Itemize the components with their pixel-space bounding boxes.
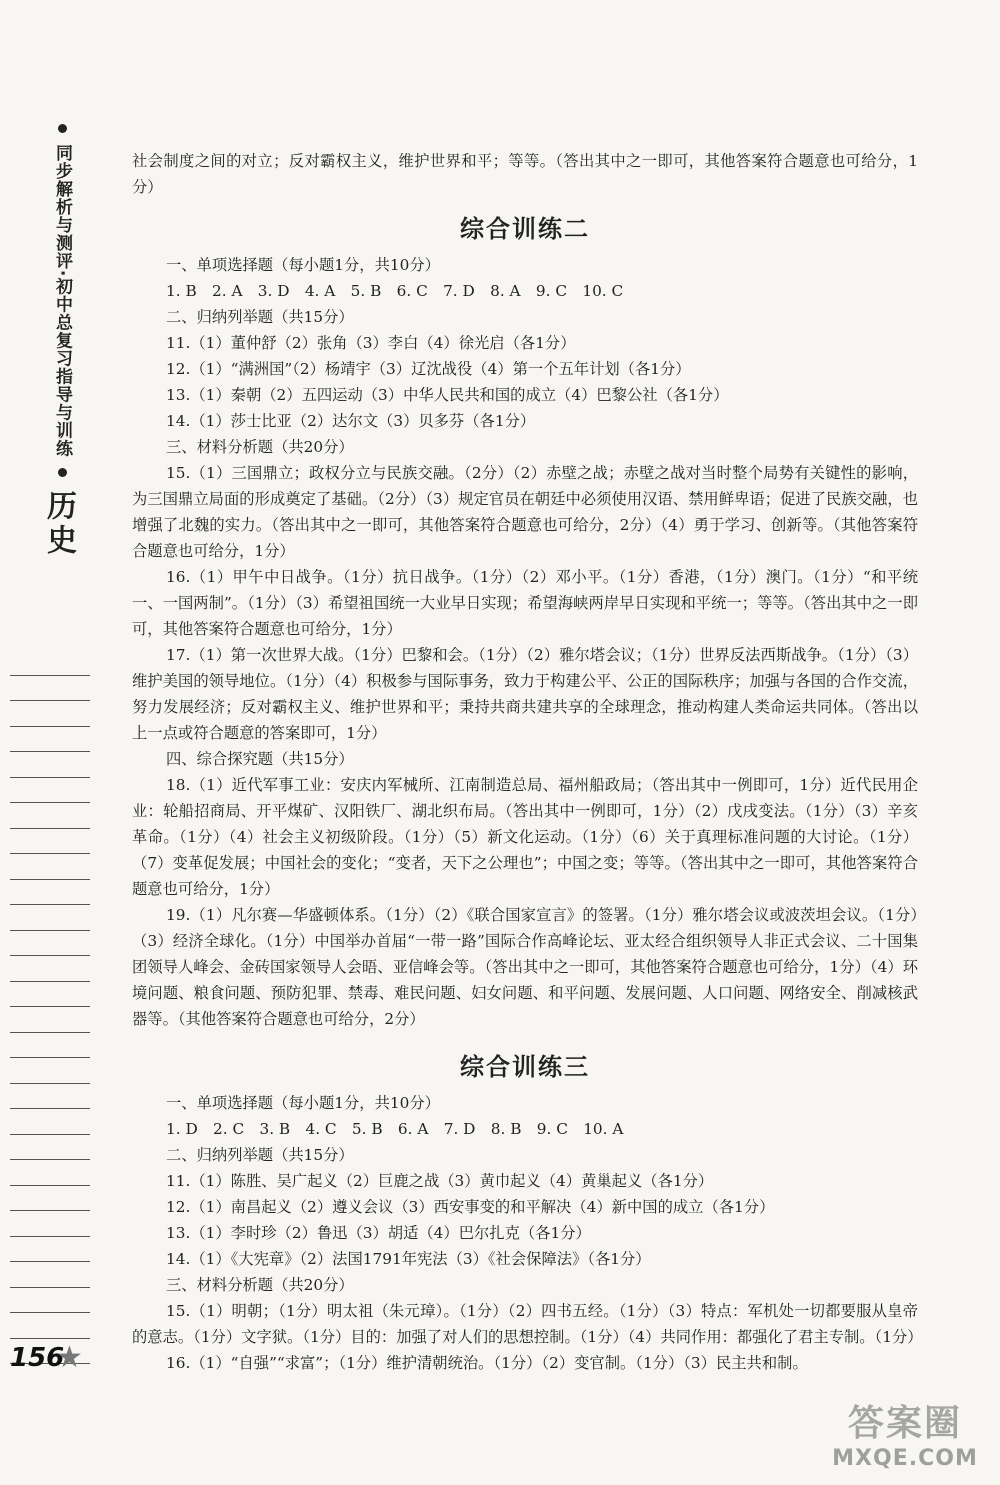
section-body-3	[132, 1090, 923, 1376]
series-spine	[48, 120, 76, 481]
note-line	[10, 854, 90, 880]
answer-line: 12.（1）南昌起义（2）遵义会议（3）西安事变的和平解决（4）新中国的成立（各1分）	[166, 1198, 775, 1216]
note-line	[10, 1084, 90, 1110]
note-line	[10, 1288, 90, 1314]
note-line	[10, 1160, 90, 1186]
star-icon: ★	[56, 1340, 83, 1375]
note-line	[10, 956, 90, 982]
intro-paragraph: 社会制度之间的对立；反对霸权主义，维护世界和平；等等。（答出其中之一即可，其他答案符合题意也可给分，1分）	[132, 152, 918, 196]
answer-line: 14.（1）《大宪章》（2）法国1791年宪法（3）《社会保障法》（各1分）	[166, 1250, 651, 1268]
note-line	[10, 1211, 90, 1237]
note-line	[10, 676, 90, 702]
note-line	[10, 778, 90, 804]
note-line	[10, 931, 90, 957]
bullet-dot-icon	[58, 124, 67, 133]
answer-line: 三、材料分析题（共20分）	[166, 438, 354, 456]
subject-label: 历史	[41, 490, 76, 558]
answer-line: 12.（1）“满洲国”（2）杨靖宇（3）辽沈战役（4）第一个五年计划（各1分）	[166, 360, 691, 378]
note-line	[10, 1237, 90, 1263]
answer-line: 18.（1）近代军事工业：安庆内军械所、江南制造总局、福州船政局；（答出其中一例即可，1分）近代民用企业：轮船招商局、开平煤矿、汉阳铁厂、湖北织布局。（答出其中一例即可，1分）（2）戊戌变法。（1分）（3）辛亥革命。（1分）（4）社会主义初级阶段。（1分）（5）新文化运动。（1分）（6）关于真理标准问题的大讨论。（1分）（7）变革促发展；中国社会的变化；“变者，天下之公理也”；中国之变；等等。（答出其中之一即可，其他答案符合题意也可给分，1分）	[132, 776, 918, 898]
note-line	[10, 982, 90, 1008]
answer-line: 15.（1）明朝；（1分）明太祖（朱元璋）。（1分）（2）四书五经。（1分）（3）特点：军机处一切都要服从皇帝的意志。（1分）文字狱。（1分）目的：加强了对人们的思想控制。（1分）（4）共同作用：都强化了君主专制。（1分）	[132, 1302, 923, 1346]
note-line	[10, 803, 90, 829]
answer-line: 19.（1）凡尔赛—华盛顿体系。（1分）（2）《联合国家宣言》的签署。（1分）雅尔塔会议或波茨坦会议。（1分）（3）经济全球化。（1分）中国举办首届“一带一路”国际合作高峰论坛、亚太经合组织领导人非正式会议、二十国集团领导人峰会、金砖国家领导人会晤、亚信峰会等。（答出其中之一即可，其他答案符合题意也可给分，1分）（4）环境问题、粮食问题、预防犯罪、禁毒、难民问题、妇女问题、和平问题、发展问题、人口问题、网络安全、削减核武器等。（其他答案符合题意也可给分，2分）	[132, 906, 918, 1028]
note-line	[10, 1186, 90, 1212]
series-title: 同步解析与测评·初中总复习指导与训练	[52, 143, 72, 458]
section-title-2: 综合训练二	[460, 214, 590, 243]
answer-line: 二、归纳列举题（共15分）	[166, 1146, 354, 1164]
answer-line: 1. B 2. A 3. D 4. A 5. B 6. C 7. D 8. A 9. C 10. C	[166, 282, 624, 300]
note-line	[10, 650, 90, 676]
answer-line: 16.（1）“自强”“求富”；（1分）维护清朝统治。（1分）（2）变官制。（1分）（3）民主共和制。	[166, 1354, 808, 1372]
page-number: 156	[10, 1343, 65, 1373]
note-line	[10, 727, 90, 753]
note-line	[10, 752, 90, 778]
watermark-url: MXQE.COM	[832, 1446, 978, 1471]
note-line	[10, 1135, 90, 1161]
note-line	[10, 701, 90, 727]
note-line	[10, 1109, 90, 1135]
answer-line: 1. D 2. C 3. B 4. C 5. B 6. A 7. D 8. B 9. C 10. A	[166, 1120, 624, 1138]
answer-line: 16.（1）甲午中日战争。（1分）抗日战争。（1分）（2）邓小平。（1分）香港，（1分）澳门。（1分）“和平统一、一国两制”。（1分）（3）希望祖国统一大业早日实现；希望海峡两岸早日实现和平统一；等等。（答出其中之一即可，其他答案符合题意也可给分，1分）	[132, 568, 918, 638]
answer-line: 11.（1）陈胜、吴广起义（2）巨鹿之战（3）黄巾起义（4）黄巢起义（各1分）	[166, 1172, 714, 1190]
note-line	[10, 1033, 90, 1059]
watermark-logo: 答案圈	[847, 1403, 962, 1444]
answer-line: 13.（1）秦朝（2）五四运动（3）中华人民共和国的成立（4）巴黎公社（各1分）	[166, 386, 729, 404]
answer-content	[132, 148, 923, 1376]
notes-lines	[10, 650, 90, 1364]
answer-line: 一、单项选择题（每小题1分，共10分）	[166, 256, 440, 274]
answer-line: 13.（1）李时珍（2）鲁迅（3）胡适（4）巴尔扎克（各1分）	[166, 1224, 591, 1242]
section-title-3: 综合训练三	[460, 1052, 590, 1081]
answer-line: 四、综合探究题（共15分）	[166, 750, 354, 768]
note-line	[10, 1058, 90, 1084]
bullet-dot-icon	[58, 468, 67, 477]
note-line	[10, 1313, 90, 1339]
section-body-2	[132, 252, 918, 1032]
note-line	[10, 1007, 90, 1033]
answer-line: 11.（1）董仲舒（2）张角（3）李白（4）徐光启（各1分）	[166, 334, 576, 352]
watermark	[830, 1395, 980, 1471]
answer-line: 三、材料分析题（共20分）	[166, 1276, 354, 1294]
note-line	[10, 880, 90, 906]
note-line	[10, 1262, 90, 1288]
answer-line: 14.（1）莎士比亚（2）达尔文（3）贝多芬（各1分）	[166, 412, 536, 430]
answer-line: 17.（1）第一次世界大战。（1分）巴黎和会。（1分）（2）雅尔塔会议；（1分）世界反法西斯战争。（1分）（3）维护美国的领导地位。（1分）（4）积极参与国际事务，致力于构建公平、公正的国际秩序；加强与各国的合作交流，努力发展经济；反对霸权主义、维护世界和平；秉持共商共建共享的全球理念，推动构建人类命运共同体。（答出以上一点或符合题意的答案即可，1分）	[132, 646, 918, 742]
note-line	[10, 829, 90, 855]
answer-line: 15.（1）三国鼎立；政权分立与民族交融。（2分）（2）赤壁之战；赤壁之战对当时整个局势有关键性的影响，为三国鼎立局面的形成奠定了基础。（2分）（3）规定官员在朝廷中必须使用汉语、禁用鲜卑语；促进了民族交融，也增强了北魏的实力。（答出其中之一即可，其他答案符合题意也可给分，2分）（4）勇于学习、创新等。（其他答案符合题意也可给分，1分）	[132, 464, 918, 560]
answer-line: 一、单项选择题（每小题1分，共10分）	[166, 1094, 440, 1112]
note-line	[10, 905, 90, 931]
answer-line: 二、归纳列举题（共15分）	[166, 308, 354, 326]
